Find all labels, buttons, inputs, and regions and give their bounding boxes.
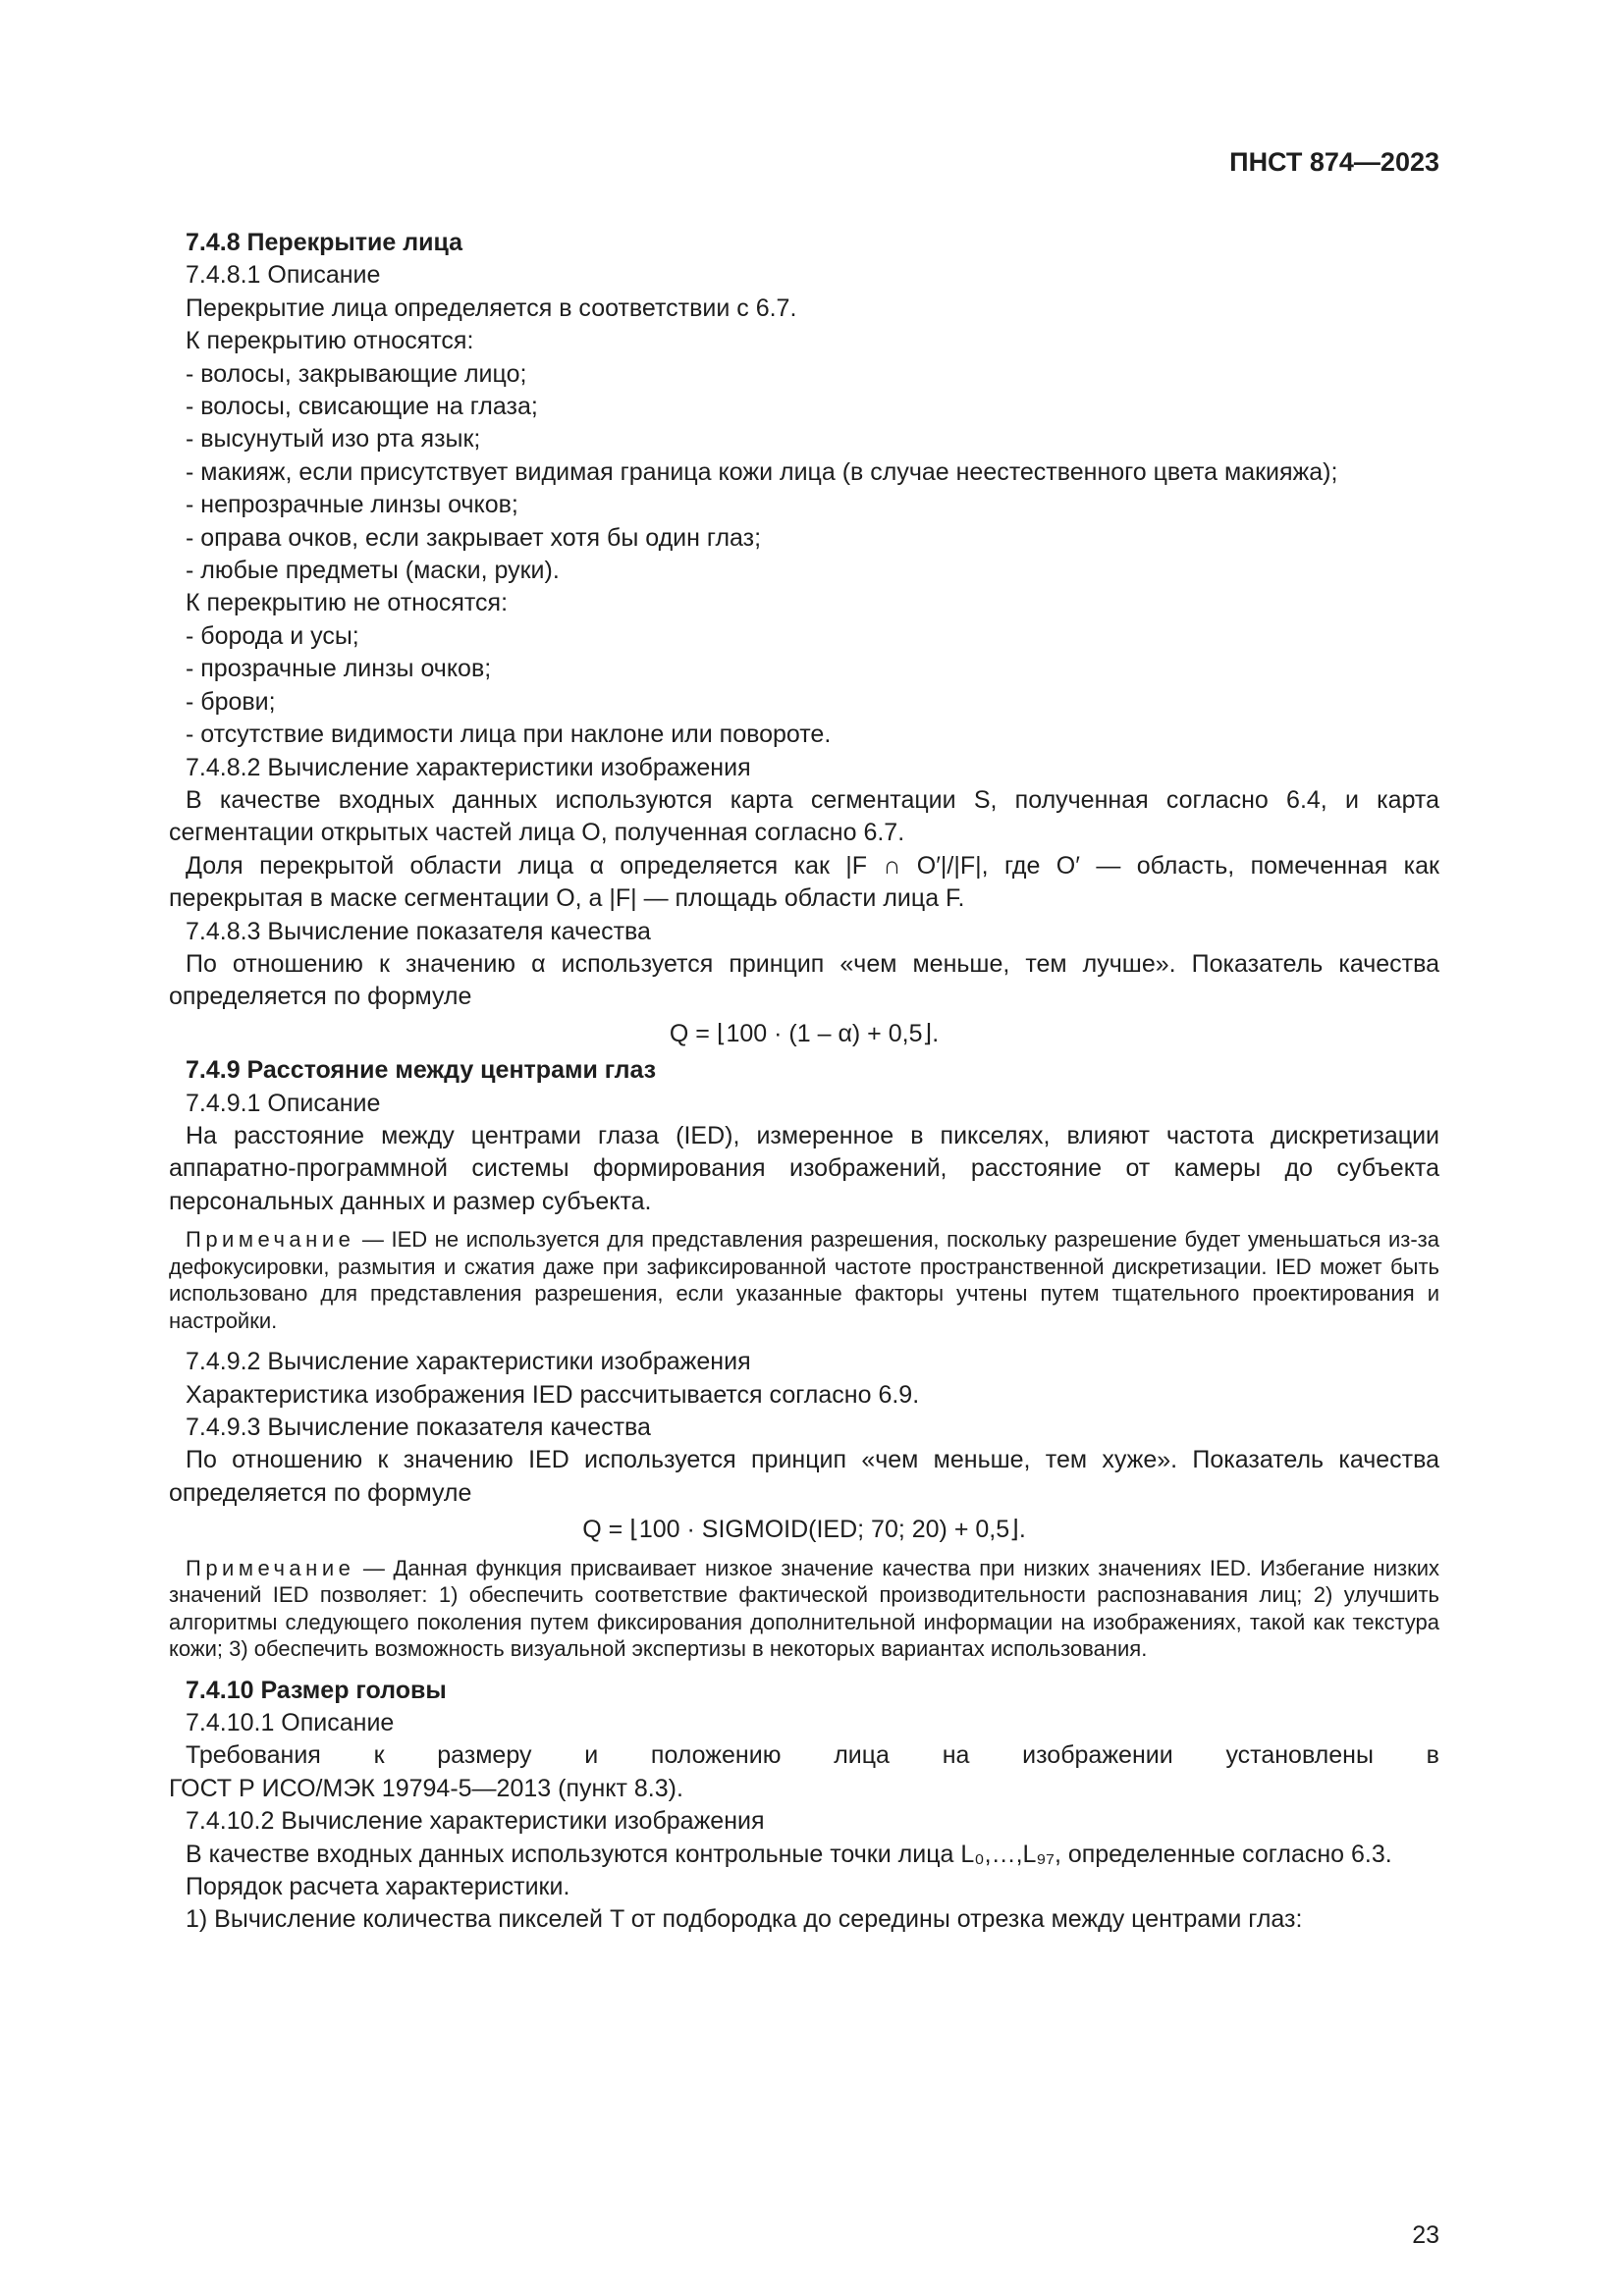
word: Требования [186,1741,321,1770]
document-id: ПНСТ 874—2023 [1229,147,1439,177]
section-title-7-4-8: 7.4.8 Перекрытие лица [186,229,463,256]
list-heading: К перекрытию относятся: [186,327,474,355]
paragraph: Доля перекрытой области лица α определяется как |F ∩ O′|/|F|, где O′ — область, помеченная как перекрытая в маске сегментации O, а |F| — площадь области лица F. [169,851,1439,913]
word: размеру [437,1741,532,1770]
paragraph: По отношению к значению IED используется принцип «чем меньше, тем хуже». Показатель качества определяется по формуле [169,1446,1439,1507]
subsection-heading: 7.4.9.3 Вычисление показателя качества [186,1414,651,1441]
list-item: - макияж, если присутствует видимая граница кожи лица (в случае неестественного цвета макияжа); [186,457,1338,486]
note-text: — Данная функция присваивает низкое значение качества при низких значениях IED. Избегание низких значений IED позволяет: 1) обеспечить соответствие фактической производительности распознавания лиц; 2) улучшить алгоритмы следующего поколения путем фиксирования дополнительной информации на изображениях, такой как текстура кожи; 3) обеспечить возможность визуальной экспертизы в некоторых вариантах использования. [169,1555,1439,1662]
note [169,1555,1439,1663]
list-item: - волосы, закрывающие лицо; [186,359,527,388]
subsection-heading: 7.4.10.1 Описание [186,1709,395,1737]
list-heading: К перекрытию не относятся: [186,589,509,617]
paragraph: На расстояние между центрами глаза (IED), измеренное в пикселях, влияют частота дискретизации аппаратно-программной системы формирования изображений, расстояние от камеры до субъекта персональных данных и размер субъекта. [169,1121,1439,1215]
paragraph: По отношению к значению α используется принцип «чем меньше, тем лучше». Показатель качества определяется по формуле [169,949,1439,1011]
word: к [373,1741,385,1770]
word: установлены [1225,1741,1374,1770]
paragraph: ГОСТ Р ИСО/МЭК 19794-5—2013 (пункт 8.3). [169,1774,683,1802]
section-title-7-4-10: 7.4.10 Размер головы [186,1676,447,1704]
word: и [584,1741,599,1770]
page-body [169,227,1439,1937]
paragraph: Порядок расчета характеристики. [186,1873,570,1901]
subsection-heading: 7.4.9.1 Описание [186,1089,381,1117]
formula: Q = ⌊100 · (1 – α) + 0,5⌋. [669,1019,940,1047]
word: изображении [1022,1741,1173,1770]
list-item: - оправа очков, если закрывает хотя бы один глаз; [186,523,762,552]
subsection-heading: 7.4.8.1 Описание [186,261,381,290]
paragraph-justified-line [169,1739,1439,1772]
list-item: - высунутый изо рта язык; [186,425,481,454]
paragraph: В качестве входных данных используются контрольные точки лица L₀,…,L₉₇, определенные согласно 6.3. [186,1840,1392,1868]
subsection-heading: 7.4.9.2 Вычисление характеристики изображения [186,1348,751,1376]
word: лица [834,1741,890,1770]
word: в [1426,1741,1439,1770]
paragraph: В качестве входных данных используются карта сегментации S, полученная согласно 6.4, и карта сегментации открытых частей лица O, полученная согласно 6.7. [169,785,1439,847]
subsection-heading: 7.4.8.3 Вычисление показателя качества [186,917,651,945]
paragraph: Характеристика изображения IED рассчитывается согласно 6.9. [186,1380,920,1409]
word: на [942,1741,970,1770]
section-title-7-4-9: 7.4.9 Расстояние между центрами глаз [186,1056,657,1085]
note-label: Примечание [186,1555,355,1580]
subsection-heading: 7.4.8.2 Вычисление характеристики изображения [186,753,751,781]
note [169,1226,1439,1334]
list-item: - отсутствие видимости лица при наклоне или повороте. [186,721,832,749]
list-item: - прозрачные линзы очков; [186,655,492,683]
list-item: - непрозрачные линзы очков; [186,491,518,519]
list-item: - брови; [186,687,276,716]
note-label: Примечание [186,1227,355,1253]
list-item: - борода и усы; [186,621,359,650]
page-number: 23 [1412,2221,1439,2249]
list-item: - любые предметы (маски, руки). [186,557,560,585]
paragraph: Перекрытие лица определяется в соответствии с 6.7. [186,294,797,322]
paragraph: 1) Вычисление количества пикселей T от подбородка до середины отрезка между центрами глаз: [186,1905,1303,1934]
word: положению [650,1741,782,1770]
list-item: - волосы, свисающие на глаза; [186,393,538,421]
formula: Q = ⌊100 · SIGMOID(IED; 70; 20) + 0,5⌋. [582,1516,1026,1544]
note-text: — IED не используется для представления разрешения, поскольку разрешение будет уменьшаться из-за дефокусировки, размытия и сжатия даже при зафиксированной частоте пространственной дискретизации. IED может быть использовано для представления разрешения, если указанные факторы учтены путем тщательного проектирования и настройки. [169,1227,1439,1333]
subsection-heading: 7.4.10.2 Вычисление характеристики изображения [186,1807,765,1836]
